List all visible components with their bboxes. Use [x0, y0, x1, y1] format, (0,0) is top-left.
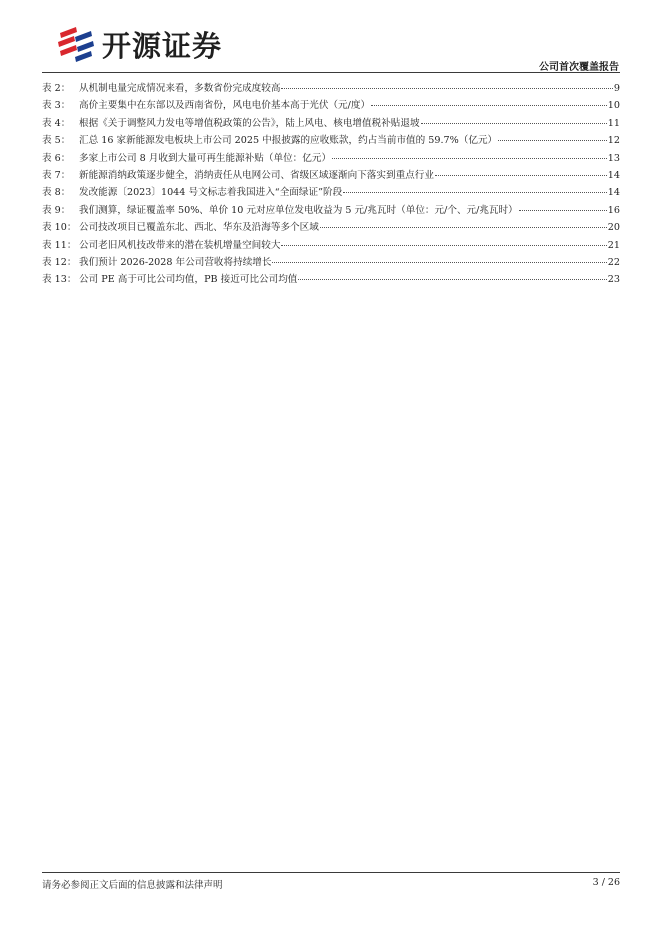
toc-entry-page: 23	[607, 274, 620, 286]
footer-divider	[42, 872, 620, 873]
toc-entry-number: 表 11：	[42, 239, 77, 251]
toc-entry-page: 22	[607, 256, 620, 268]
toc-entry-title: 从机制电量完成情况来看，多数省份完成度较高	[79, 83, 281, 94]
company-logo	[56, 24, 222, 64]
toc-leader-dots	[281, 245, 606, 246]
toc-entry-title: 我们测算，绿证覆盖率 50%、单价 10 元对应单位发电收益为 5 元/兆瓦时（单位：元/个、元/兆瓦时）	[79, 204, 518, 216]
toc-entry-page: 21	[607, 239, 620, 251]
header-divider	[42, 72, 620, 73]
toc-entry-number: 表 10：	[42, 222, 77, 234]
toc-leader-dots	[519, 210, 607, 211]
toc-entry-page: 11	[607, 117, 620, 129]
toc-entry[interactable]	[42, 219, 620, 236]
toc-leader-dots	[421, 123, 607, 124]
toc-entry[interactable]	[42, 150, 620, 167]
toc-leader-dots	[343, 192, 607, 193]
logo-mark-icon	[56, 24, 96, 64]
toc-entry-number: 表 7：	[42, 169, 71, 181]
toc-entry[interactable]	[42, 202, 620, 219]
report-type: 公司首次覆盖报告	[539, 62, 619, 73]
toc-leader-dots	[281, 88, 612, 89]
toc-entry-title: 公司老旧风机技改带来的潜在装机增量空间较大	[79, 239, 281, 251]
toc-entry-number: 表 12：	[42, 256, 77, 268]
toc-entry[interactable]	[42, 167, 620, 184]
toc-entry-page: 16	[607, 204, 620, 216]
toc-entry-page: 14	[607, 169, 620, 181]
toc-entry-number: 表 13：	[42, 274, 77, 286]
toc-entry-number: 表 2：	[42, 83, 71, 94]
toc-entry-number: 表 9：	[42, 204, 71, 216]
toc-entry-number: 表 3：	[42, 100, 71, 112]
toc-leader-dots	[435, 175, 607, 176]
toc-entry-title: 新能源消纳政策逐步健全，消纳责任从电网公司、省级区域逐渐向下落实到重点行业	[79, 169, 434, 181]
toc-entry-page: 12	[607, 135, 620, 147]
toc-entry-page: 13	[607, 152, 620, 164]
toc-entry[interactable]	[42, 184, 620, 201]
toc-entry-title: 发改能源〔2023〕1044 号文标志着我国进入“全面绿证”阶段	[79, 187, 343, 199]
toc-entry-page: 14	[607, 187, 620, 199]
toc-entry-title: 公司 PE 高于可比公司均值，PB 接近可比公司均值	[79, 274, 298, 286]
toc-leader-dots	[371, 105, 607, 106]
toc-entry-number: 表 5：	[42, 135, 71, 147]
toc-entry-number: 表 6：	[42, 152, 71, 164]
toc-entry-number: 表 4：	[42, 117, 71, 129]
footer-disclaimer: 请务必参阅正文后面的信息披露和法律声明	[42, 880, 223, 891]
toc-entry[interactable]	[42, 80, 620, 97]
page-number: 3 / 26	[592, 877, 620, 888]
toc-entry-title: 汇总 16 家新能源发电板块上市公司 2025 中报披露的应收账款，约占当前市值的 59.7%（亿元）	[79, 135, 498, 147]
toc-entry-number: 表 8：	[42, 187, 71, 199]
toc-leader-dots	[320, 227, 607, 228]
toc-entry[interactable]	[42, 254, 620, 271]
toc-entry-title: 我们预计 2026-2028 年公司营收将持续增长	[79, 256, 272, 268]
toc-entry-page: 20	[607, 222, 620, 234]
toc-leader-dots	[298, 279, 606, 280]
toc-entry-title: 公司技改项目已覆盖东北、西北、华东及沿海等多个区域	[79, 222, 319, 234]
toc-entry[interactable]	[42, 115, 620, 132]
toc-entry[interactable]	[42, 237, 620, 254]
toc-entry-title: 根据《关于调整风力发电等增值税政策的公告》，陆上风电、核电增值税补贴退坡	[79, 117, 420, 129]
toc-entry-title: 高价主要集中在东部以及西南省份，风电电价基本高于光伏（元/度）	[79, 100, 371, 112]
toc-entry[interactable]	[42, 271, 620, 288]
toc-entry-title: 多家上市公司 8 月收到大量可再生能源补贴（单位：亿元）	[79, 152, 332, 164]
toc-leader-dots	[272, 262, 606, 263]
toc-leader-dots	[498, 140, 607, 141]
toc-entry[interactable]	[42, 132, 620, 149]
toc-leader-dots	[332, 158, 607, 159]
toc-entry-page: 9	[613, 83, 620, 94]
logo-text: 开源证券	[102, 28, 223, 63]
toc-entry[interactable]	[42, 97, 620, 114]
toc-entry-page: 10	[607, 100, 620, 112]
table-of-contents	[42, 80, 620, 289]
